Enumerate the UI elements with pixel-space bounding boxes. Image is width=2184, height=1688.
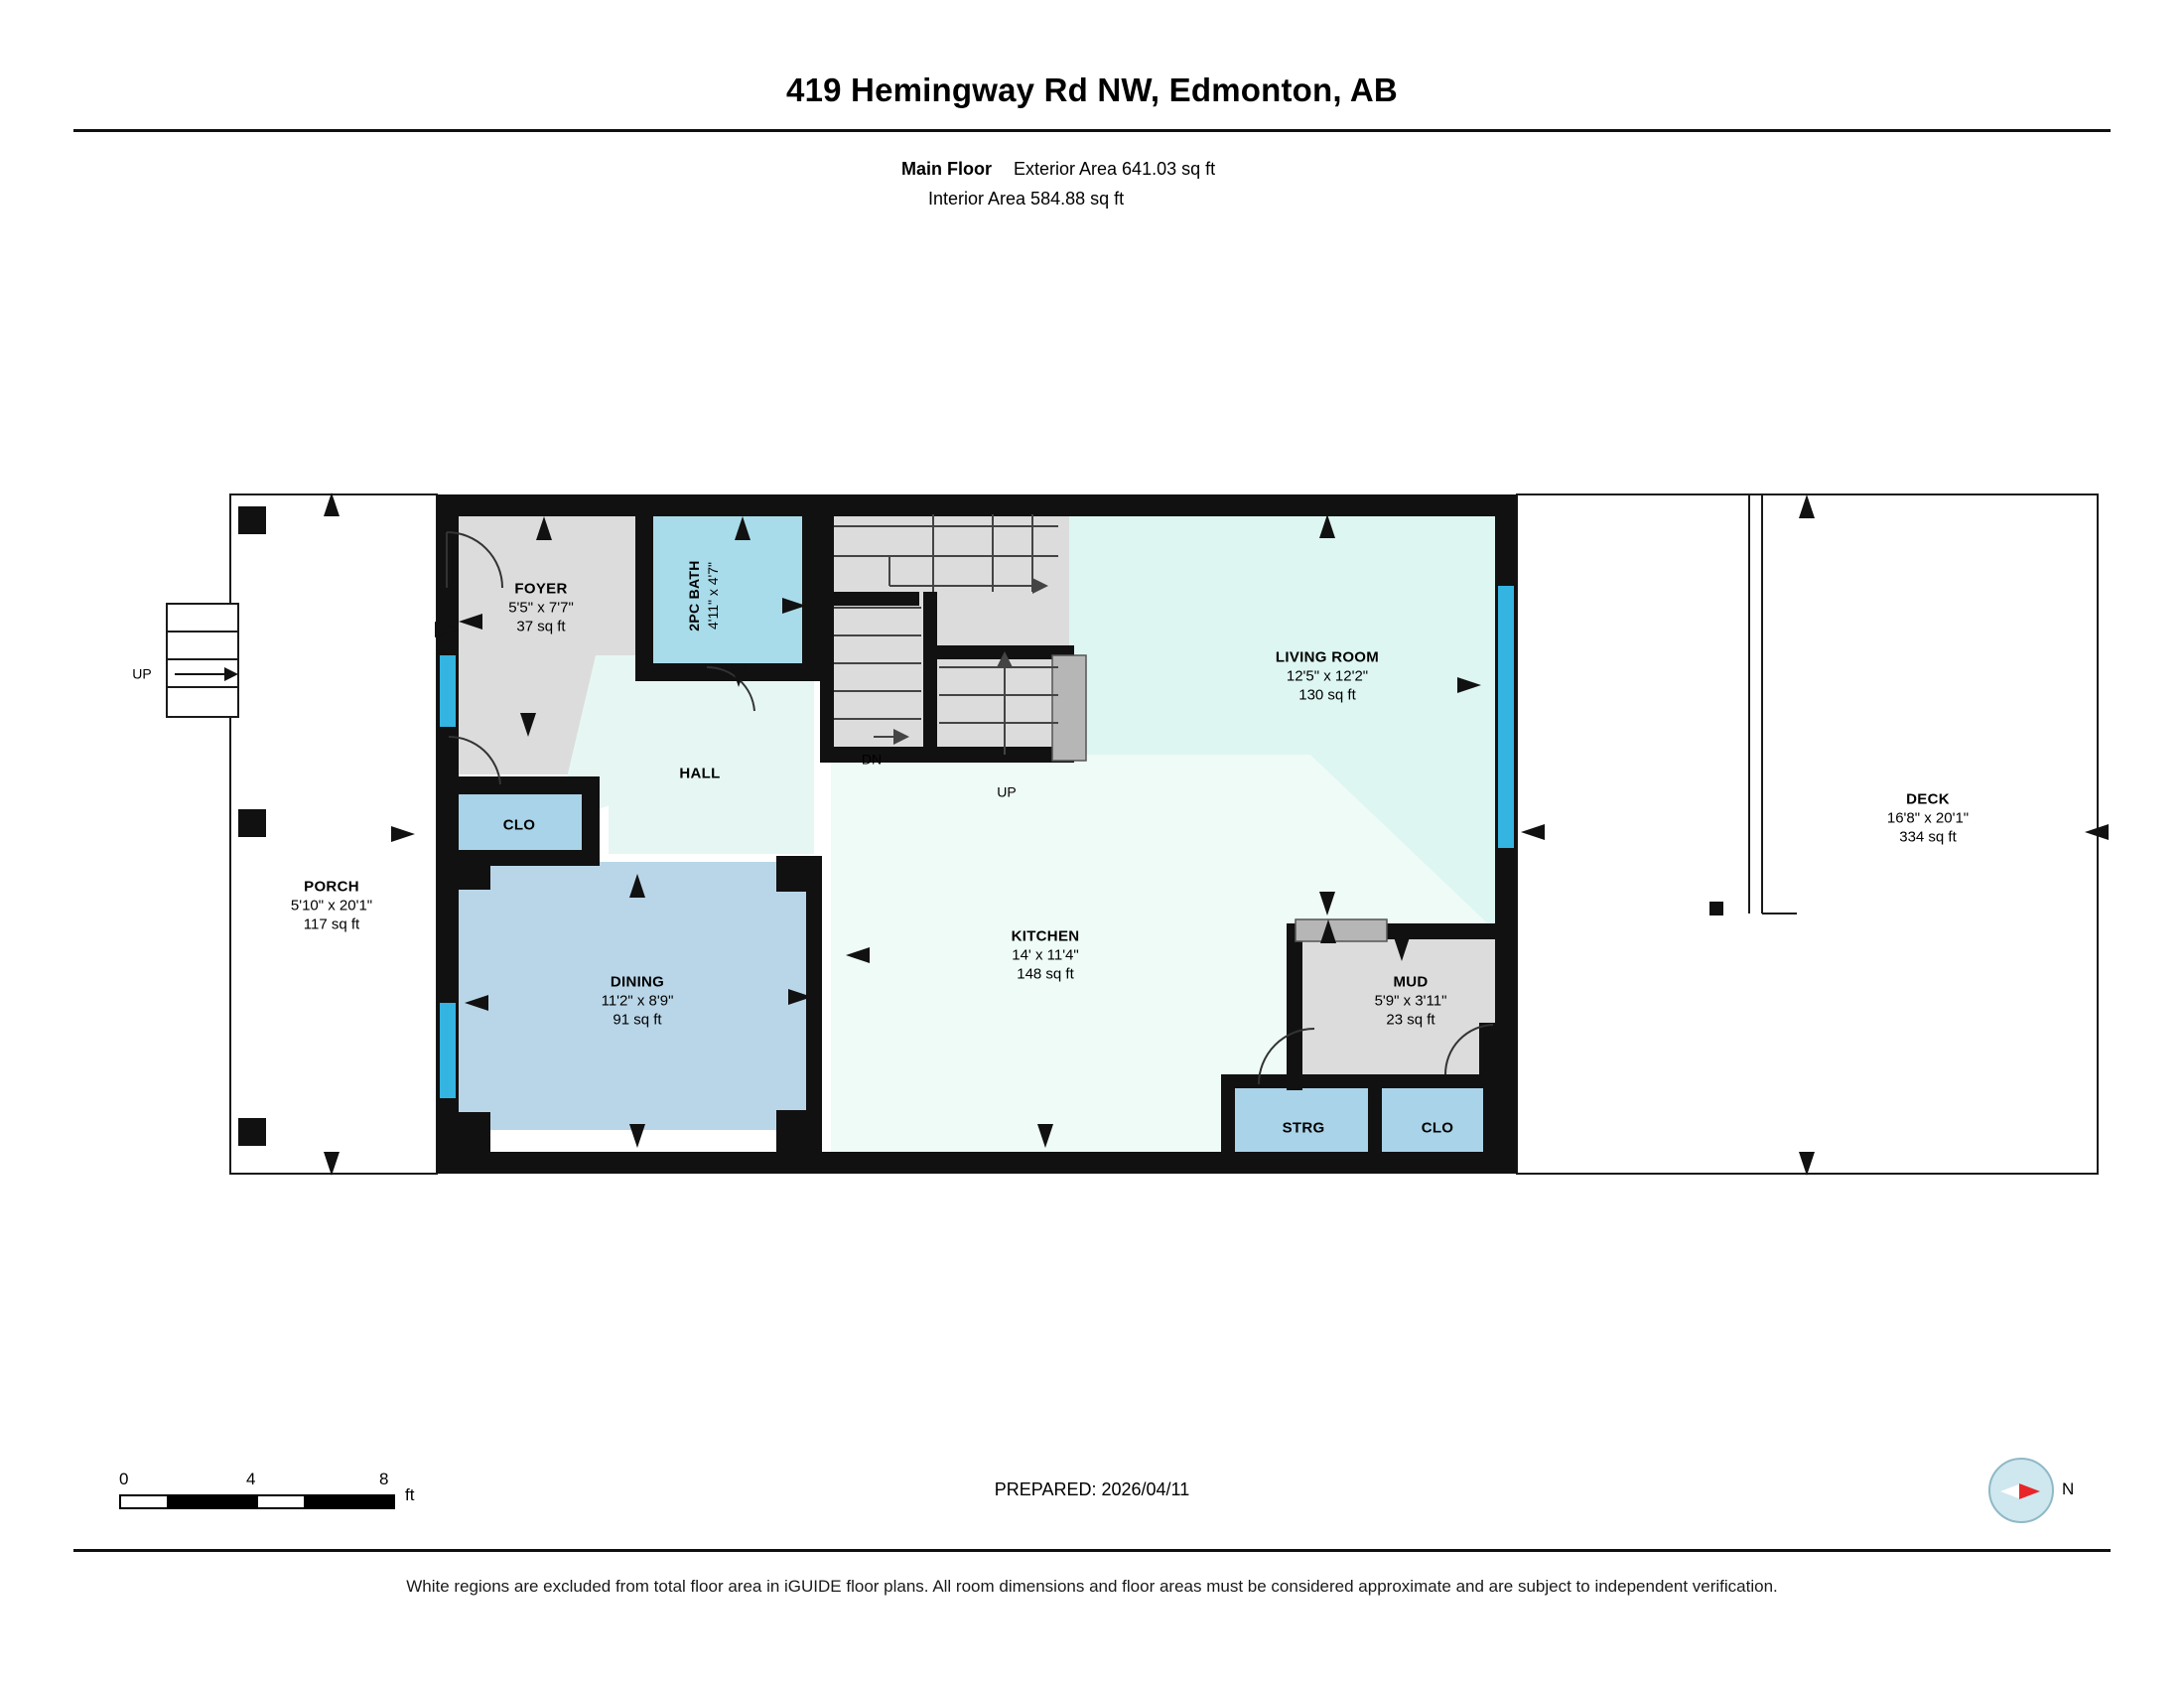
fill-closet-rear	[1378, 1084, 1501, 1156]
scale-tick-1: 4	[246, 1470, 256, 1488]
stair-landing-counter	[1052, 655, 1086, 761]
stair-marker-up-2: UP	[997, 783, 1017, 800]
room-name: CLO	[502, 816, 536, 834]
page-title: 419 Hemingway Rd NW, Edmonton, AB	[786, 71, 1398, 108]
kitchen-counter	[1296, 919, 1387, 941]
room-area: 37 sq ft	[516, 618, 566, 635]
room-name: HALL	[679, 765, 721, 782]
room-dimensions: 5'9" x 3'11"	[1374, 992, 1447, 1010]
porch-steps	[167, 604, 238, 717]
footer-divider	[73, 1549, 2111, 1552]
room-name: LIVING ROOM	[1275, 648, 1380, 666]
compass-north-label: N	[2062, 1479, 2075, 1498]
room-area: 23 sq ft	[1386, 1011, 1435, 1029]
interior-area: Interior Area 584.88 sq ft	[928, 189, 1125, 209]
room-dimensions: 12'5" x 12'2"	[1286, 667, 1369, 685]
exterior-area: Exterior Area 641.03 sq ft	[1014, 159, 1216, 179]
room-dimensions: 5'10" x 20'1"	[290, 897, 373, 914]
floor-label: Main Floor	[901, 159, 992, 179]
disclaimer-text: White regions are excluded from total floor area in iGUIDE floor plans. All room dimensions and floor areas must be considered approximate and are subject to independent verification.	[406, 1577, 1778, 1596]
deck-outline	[1517, 494, 2098, 1174]
scale-unit-label: ft	[405, 1485, 415, 1504]
fill-closet-front	[449, 794, 596, 856]
prepared-date: PREPARED: 2026/04/11	[994, 1479, 1190, 1499]
fill-mud	[1302, 931, 1496, 1082]
room-area: 334 sq ft	[1899, 828, 1957, 846]
room-dimensions: 14' x 11'4"	[1012, 946, 1079, 964]
room-dimensions: 5'5" x 7'7"	[508, 599, 574, 617]
fill-storage	[1231, 1084, 1374, 1156]
room-dimensions: 16'8" x 20'1"	[1886, 809, 1970, 827]
scale-tick-2: 8	[379, 1470, 389, 1488]
room-name: CLO	[1421, 1119, 1454, 1137]
stair-marker-dn-1: DN	[861, 751, 883, 768]
compass-needle-west	[2000, 1483, 2021, 1499]
room-name: STRG	[1282, 1119, 1325, 1137]
room-area: 148 sq ft	[1017, 965, 1074, 983]
stair-marker-up-0: UP	[132, 665, 152, 682]
room-name: KITCHEN	[1011, 927, 1080, 945]
room-name: DINING	[610, 973, 665, 991]
room-area: 117 sq ft	[303, 915, 360, 933]
room-name: 2PC BATH	[686, 560, 702, 632]
room-dimensions: 11'2" x 8'9"	[601, 992, 674, 1010]
room-area: 130 sq ft	[1298, 686, 1356, 704]
fill-dining	[449, 862, 818, 1130]
fill-2pc-bath	[650, 514, 814, 673]
room-name: DECK	[1906, 790, 1950, 808]
scale-tick-0: 0	[119, 1470, 129, 1488]
compass-needle-north	[2019, 1483, 2040, 1499]
room-name: MUD	[1393, 973, 1429, 991]
compass-rose	[1988, 1458, 2075, 1523]
room-name: PORCH	[304, 878, 359, 896]
room-dimensions: 4'11" x 4'7"	[705, 562, 721, 630]
room-area: 91 sq ft	[613, 1011, 662, 1029]
room-name: FOYER	[514, 580, 568, 598]
